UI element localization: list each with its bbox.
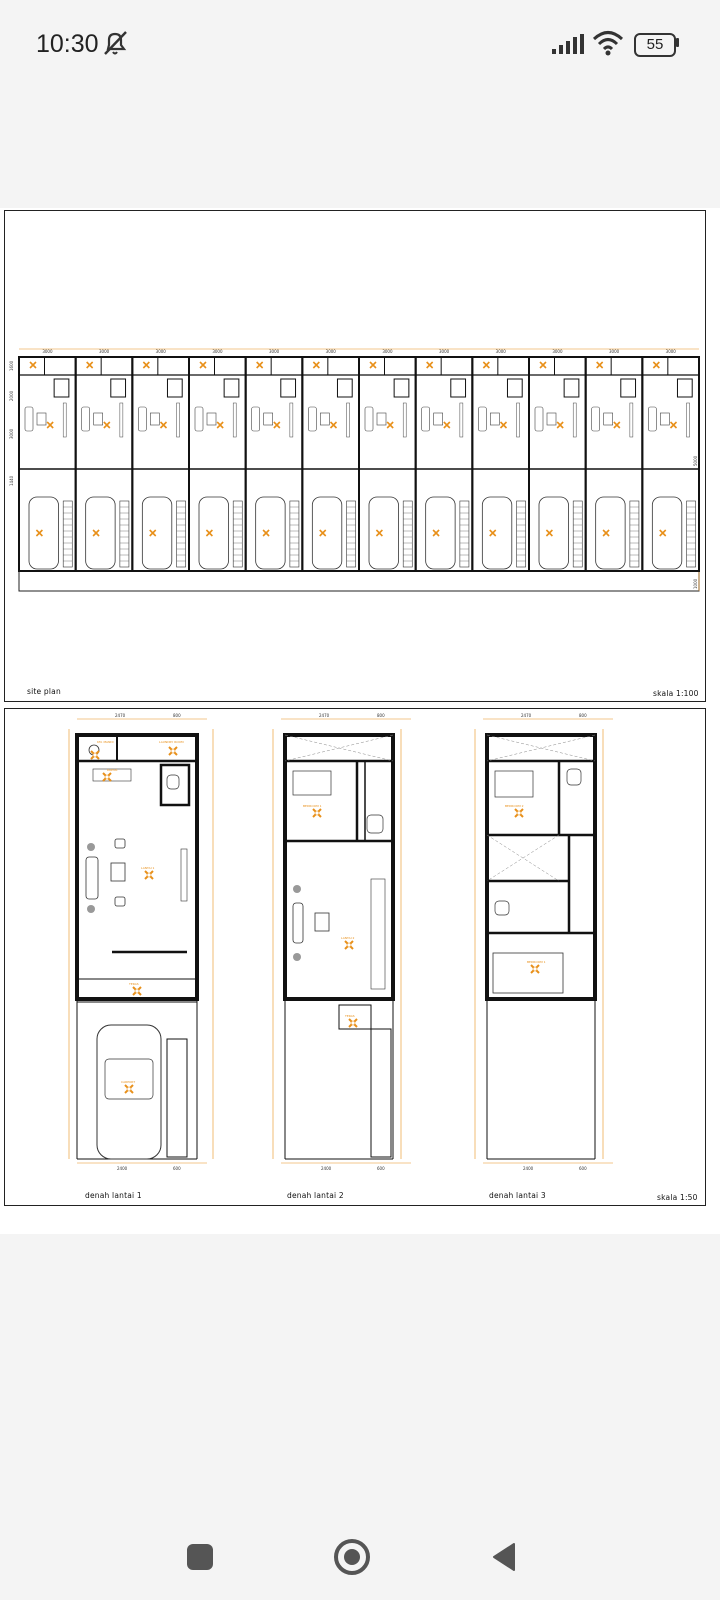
plan2-title: denah lantai 2	[287, 1191, 344, 1200]
unit-width-dim: 3000	[42, 349, 53, 354]
plan2-bottom-dim-2: 600	[377, 1166, 385, 1171]
floor-plan-1	[69, 713, 213, 1171]
wifi-icon	[592, 30, 624, 56]
plan1-room-5: TERAS	[129, 982, 139, 986]
site-plan-sheet	[4, 210, 706, 702]
plan2-room-2: LANTAI 2	[341, 936, 355, 940]
site-unit	[19, 357, 76, 571]
plan3-title: denah lantai 3	[489, 1191, 546, 1200]
battery-indicator: 55	[634, 33, 676, 57]
plan1-room-6: CARPORT	[121, 1080, 136, 1084]
unit-width-dim: 3000	[552, 349, 563, 354]
floor-plans-scale: skala 1:50	[657, 1193, 698, 1202]
plan3-top-dim-1: 2470	[521, 713, 532, 718]
plan2-room-1: BEDROOM 1	[303, 804, 322, 808]
plan1-title: denah lantai 1	[85, 1191, 142, 1200]
unit-width-dim: 3000	[212, 349, 223, 354]
plan1-room-4: LANTAI 1	[141, 866, 155, 870]
plan3-bottom-dim-2: 600	[579, 1166, 587, 1171]
site-plan-drawing	[5, 211, 705, 701]
site-unit	[529, 357, 586, 571]
bell-off-icon	[102, 30, 130, 56]
floor-plan-3	[475, 713, 613, 1171]
site-plan-scale: skala 1:100	[653, 689, 699, 698]
site-unit	[246, 357, 303, 571]
recent-apps-button[interactable]	[170, 1527, 230, 1587]
unit-width-dim: 3000	[495, 349, 506, 354]
battery-tip	[676, 38, 679, 47]
site-unit	[472, 357, 529, 571]
site-plan-title: site plan	[27, 687, 61, 696]
floor-plans-sheet	[4, 708, 706, 1206]
unit-width-dim: 3000	[99, 349, 110, 354]
plan3-top-dim-2: 800	[579, 713, 587, 718]
site-unit	[302, 357, 359, 571]
unit-width-dim: 3000	[155, 349, 166, 354]
right-dim-2: 1000	[693, 578, 698, 589]
plan2-bottom-dim-1: 2400	[321, 1166, 332, 1171]
clock: 10:30	[36, 30, 99, 58]
square-recent-icon	[187, 1544, 213, 1570]
site-unit	[416, 357, 473, 571]
document-viewer[interactable]	[0, 208, 720, 1234]
plan2-room-3: TERAS	[345, 1014, 355, 1018]
side-dim-2: 2000	[9, 390, 14, 401]
plan2-top-dim-1: 2470	[319, 713, 330, 718]
plan1-bottom-dim-2: 600	[173, 1166, 181, 1171]
cell-signal-icon	[552, 34, 586, 54]
unit-width-dim: 3000	[665, 349, 676, 354]
home-circle-icon	[334, 1539, 370, 1575]
plan1-room-3: DAPUR	[107, 768, 118, 772]
home-button[interactable]	[322, 1527, 382, 1587]
plan3-room-1: BEDROOM 2	[505, 804, 524, 808]
right-dim-1: 5000	[693, 455, 698, 466]
plan3-room-2: BEDROOM 1	[527, 960, 546, 964]
site-unit	[642, 357, 699, 571]
status-bar	[0, 0, 720, 90]
back-triangle-icon	[490, 1542, 518, 1572]
plan1-bottom-dim-1: 2400	[117, 1166, 128, 1171]
floor-plan-2	[273, 713, 411, 1171]
plan3-bottom-dim-1: 2400	[523, 1166, 534, 1171]
site-unit	[359, 357, 416, 571]
plan2-top-dim-2: 800	[377, 713, 385, 718]
unit-width-dim: 3000	[269, 349, 280, 354]
side-dim-4: 1440	[9, 475, 14, 486]
back-button[interactable]	[474, 1527, 534, 1587]
navigation-bar	[0, 1512, 720, 1600]
site-unit	[76, 357, 133, 571]
site-unit	[132, 357, 189, 571]
floor-plans-drawing	[5, 709, 705, 1205]
site-unit	[189, 357, 246, 571]
plan1-room-1: KM. MANDI	[97, 740, 114, 744]
plan1-top-dim-2: 800	[173, 713, 181, 718]
unit-width-dim: 3000	[609, 349, 620, 354]
unit-width-dim: 3000	[382, 349, 393, 354]
site-unit	[586, 357, 643, 571]
plan1-room-2: LAUNDRY ROOM	[159, 740, 184, 744]
unit-width-dim: 3000	[439, 349, 450, 354]
side-dim-3: 3000	[9, 428, 14, 439]
side-dim-1: 1600	[9, 360, 14, 371]
plan1-top-dim-1: 2470	[115, 713, 126, 718]
unit-width-dim: 3000	[325, 349, 336, 354]
